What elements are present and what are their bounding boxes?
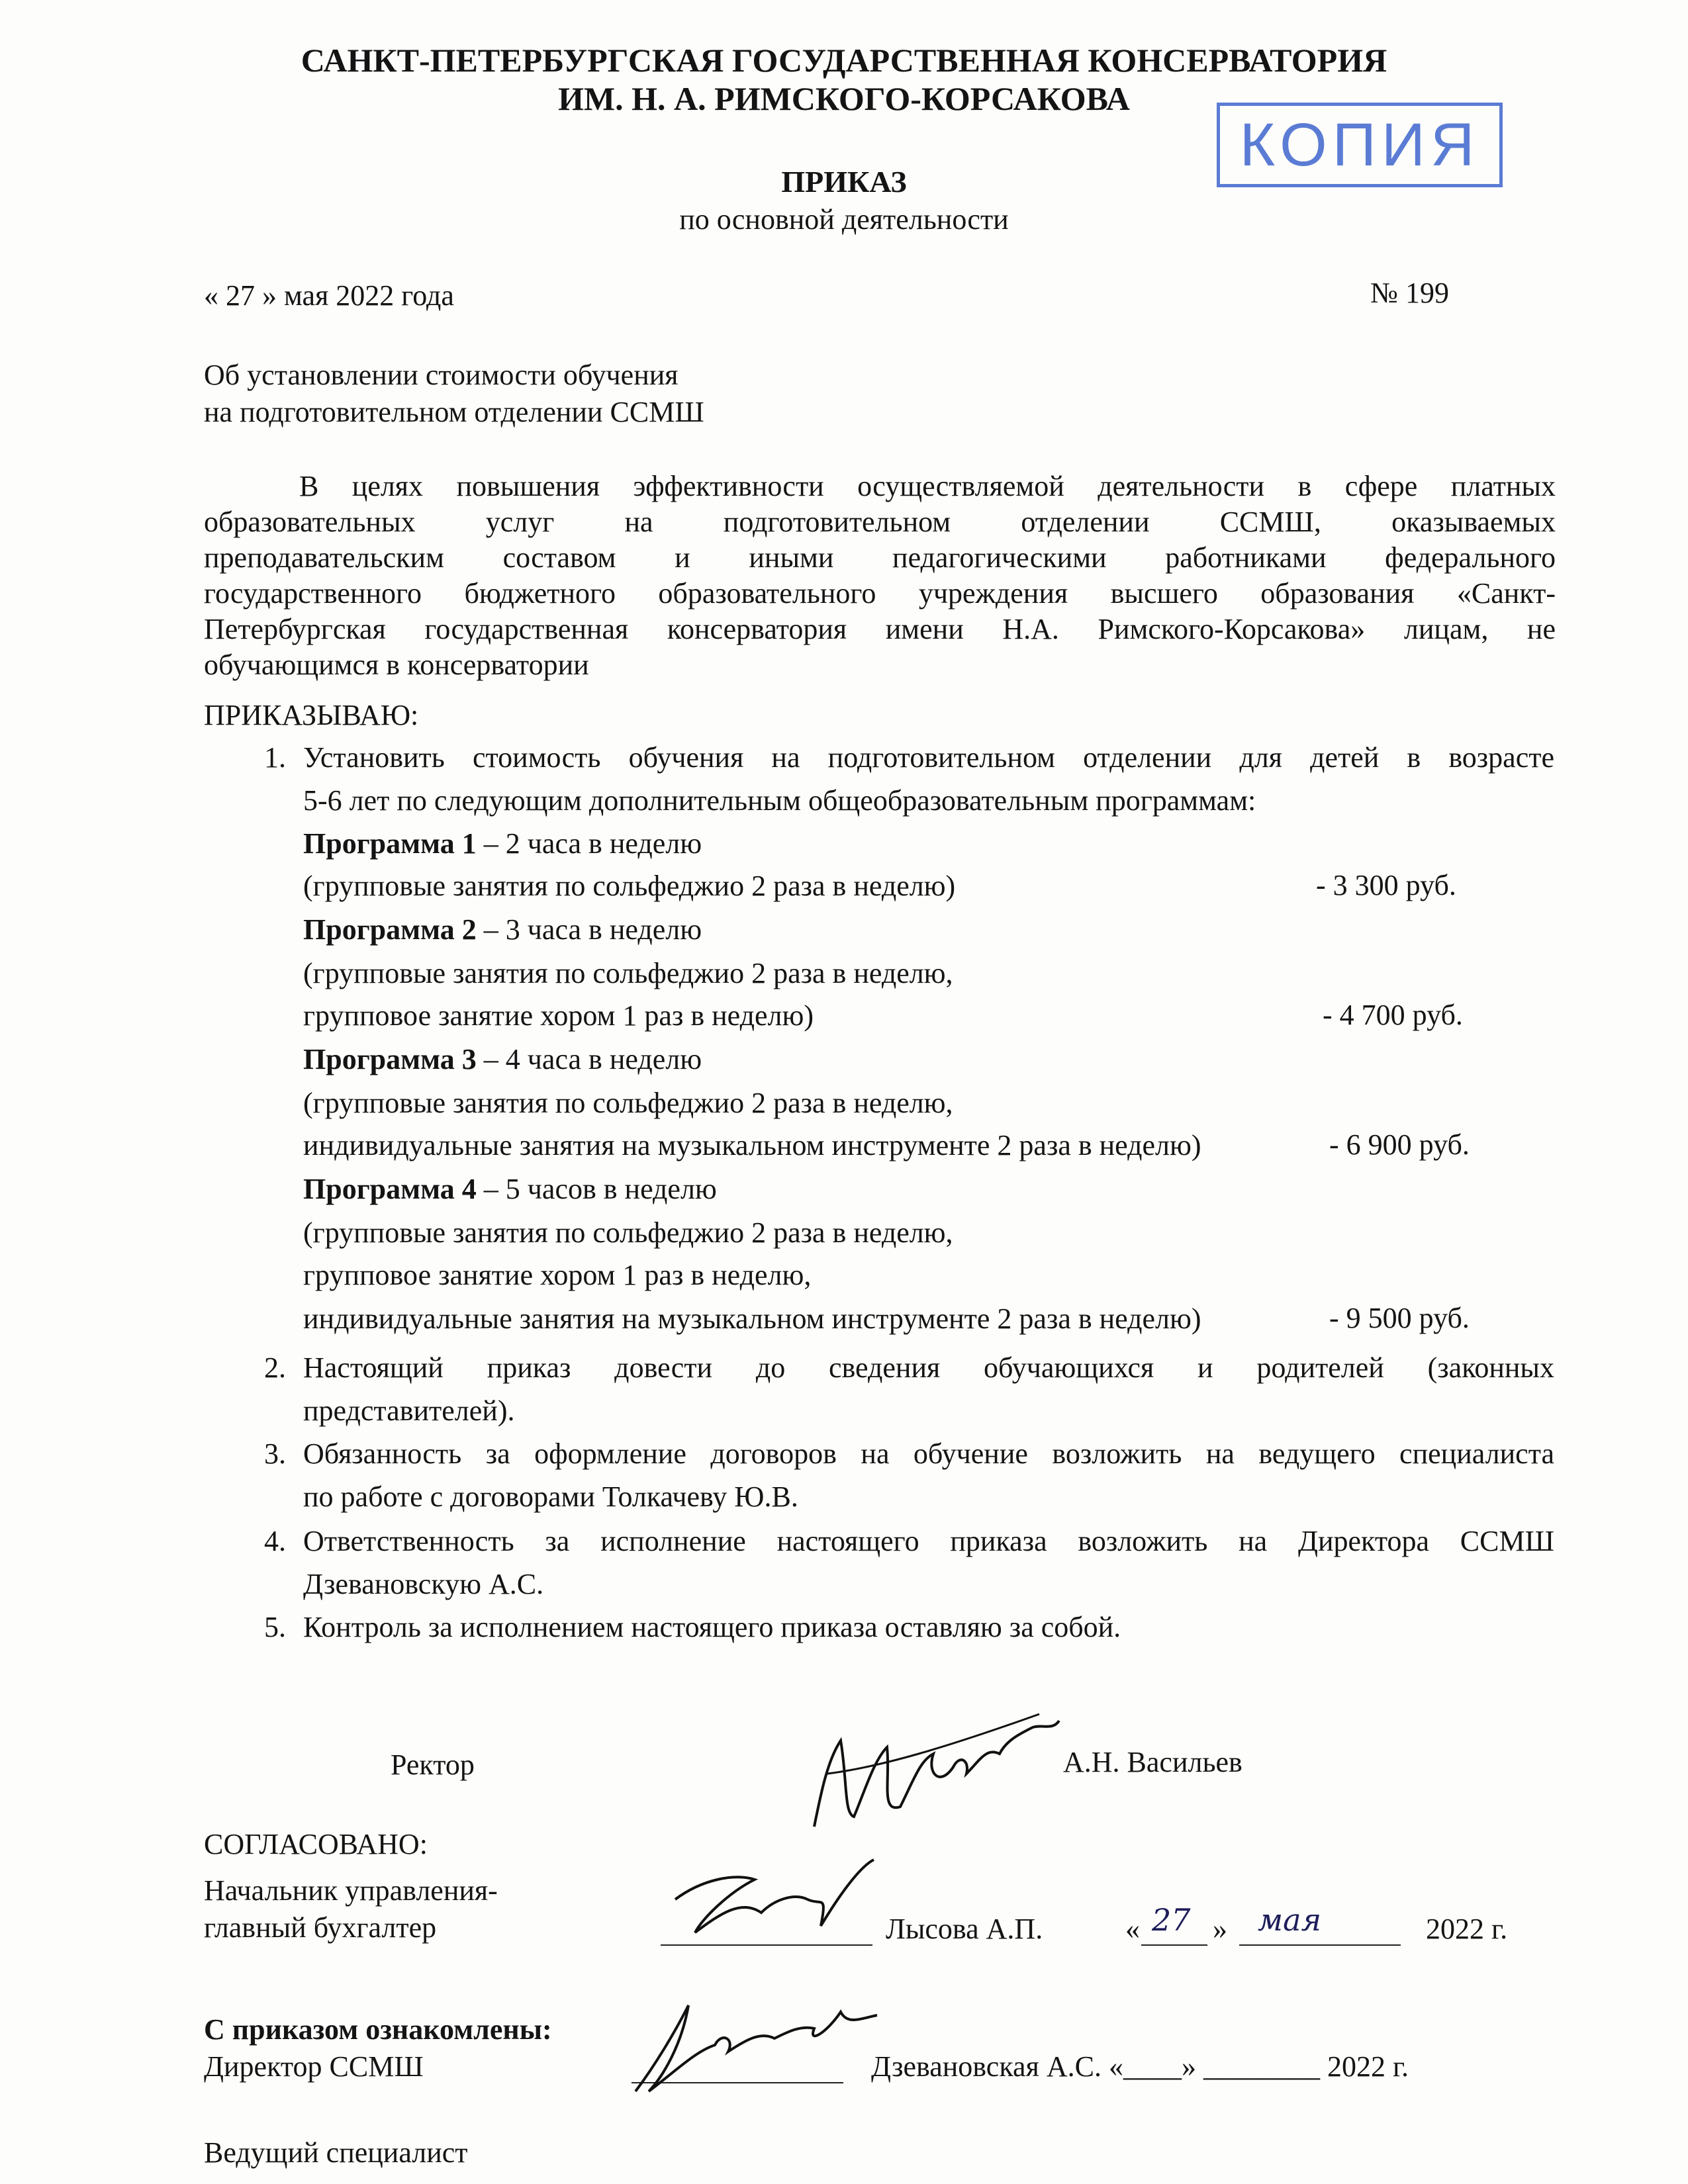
program-4-detail: индивидуальные занятия на музыкальном инструменте 2 раза в неделю) — [303, 1302, 1201, 1335]
chief-accountant-title-line1: Начальник управления- — [204, 1874, 498, 1907]
list-item-2 — [303, 1346, 1554, 1432]
preamble-line: обучающимся в консерватории — [204, 649, 589, 681]
list-item-line: Контроль за исполнением настоящего приказа оставляю за собой. — [303, 1611, 1121, 1643]
rector-signature — [801, 1701, 1066, 1840]
document-subtitle: по основной деятельности — [679, 203, 1009, 236]
chief-date-close: » — [1213, 1913, 1227, 1945]
preamble-line: государственного бюджетного образовательного учреждения высшего образования «Санкт- — [204, 577, 1556, 610]
program-3-heading — [303, 1042, 702, 1077]
organization-name-line2: ИМ. Н. А. РИМСКОГО-КОРСАКОВА — [558, 80, 1130, 117]
list-number: 5. — [264, 1611, 286, 1643]
list-item-5 — [303, 1606, 1554, 1649]
program-4-price: - 9 500 руб. — [1329, 1302, 1470, 1334]
program-2-price: - 4 700 руб. — [1323, 999, 1463, 1031]
program-3-detail: (групповые занятия по сольфеджио 2 раза в неделю, — [303, 1087, 953, 1119]
program-3-hours: – 4 часа в неделю — [476, 1043, 702, 1075]
program-4-detail: групповое занятие хором 1 раз в неделю, — [303, 1259, 812, 1291]
program-4-hours: – 5 часов в неделю — [476, 1173, 717, 1205]
signature-stroke — [635, 2005, 877, 2091]
program-2-heading — [303, 912, 702, 948]
director-signature — [616, 1992, 880, 2105]
program-2-hours: – 3 часа в неделю — [476, 913, 702, 946]
list-item-4 — [303, 1520, 1554, 1606]
subject-line1: Об установлении стоимости обучения — [204, 359, 679, 391]
lead-specialist-title: Ведущий специалист — [204, 2136, 468, 2169]
chief-accountant-name: Лысова А.П. — [886, 1913, 1043, 1945]
list-item-1 — [303, 736, 1554, 822]
order-date: « 27 » мая 2022 года — [204, 279, 454, 312]
program-1-heading — [303, 826, 702, 862]
program-1-name: Программа 1 — [303, 827, 477, 860]
chief-date-year: 2022 г. — [1426, 1913, 1508, 1945]
program-1-hours: – 2 часа в неделю — [476, 827, 702, 860]
order-word: ПРИКАЗЫВАЮ: — [204, 699, 419, 731]
rector-title: Ректор — [391, 1749, 475, 1781]
rector-name: А.Н. Васильев — [1063, 1746, 1243, 1778]
organization-name-line1: САНКТ-ПЕТЕРБУРГСКАЯ ГОСУДАРСТВЕННАЯ КОНСЕРВАТОРИЯ — [301, 42, 1387, 79]
preamble-line: преподавательским составом и иными педагогическими работниками федерального — [204, 541, 1556, 574]
agreed-label: СОГЛАСОВАНО: — [204, 1828, 428, 1860]
program-2-detail: (групповые занятия по сольфеджио 2 раза в неделю, — [303, 957, 953, 989]
director-title: Директор ССМШ — [204, 2050, 424, 2083]
chief-date-day: 27 — [1152, 1902, 1191, 1938]
preamble-paragraph — [204, 469, 1556, 683]
program-4-detail: (групповые занятия по сольфеджио 2 раза в неделю, — [303, 1216, 953, 1249]
acquainted-label: С приказом ознакомлены: — [204, 2013, 552, 2046]
list-number: 1. — [264, 741, 286, 774]
list-number: 4. — [264, 1525, 286, 1557]
chief-date-month: мая — [1258, 1902, 1322, 1938]
program-1-detail: (групповые занятия по сольфеджио 2 раза в неделю) — [303, 870, 956, 902]
program-1-price: - 3 300 руб. — [1316, 869, 1456, 901]
document-title: ПРИКАЗ — [781, 165, 907, 199]
chief-accountant-title-line2: главный бухгалтер — [204, 1911, 437, 1944]
list-item-3 — [303, 1432, 1554, 1518]
list-item-line: Настоящий приказ довести до сведения обучающихся и родителей (законных — [303, 1351, 1554, 1384]
list-number: 3. — [264, 1437, 286, 1470]
list-item-line: Дзевановскую А.С. — [303, 1568, 544, 1600]
program-3-detail: индивидуальные занятия на музыкальном инструменте 2 раза в неделю) — [303, 1129, 1201, 1161]
list-item-line: представителей). — [303, 1394, 515, 1427]
program-2-detail: групповое занятие хором 1 раз в неделю) — [303, 999, 814, 1032]
subject-line2: на подготовительном отделении ССМШ — [204, 396, 704, 428]
list-item-line: по работе с договорами Толкачеву Ю.В. — [303, 1480, 798, 1513]
program-4-name: Программа 4 — [303, 1173, 477, 1205]
program-3-name: Программа 3 — [303, 1043, 477, 1075]
list-number: 2. — [264, 1351, 286, 1384]
program-4-heading — [303, 1171, 717, 1207]
preamble-line: образовательных услуг на подготовительном отделении ССМШ, оказываемых — [204, 506, 1556, 538]
order-number: № 199 — [1370, 277, 1449, 309]
program-2-name: Программа 2 — [303, 913, 477, 946]
signature-stroke — [814, 1721, 1059, 1827]
list-item-line: Ответственность за исполнение настоящего приказа возложить на Директора ССМШ — [303, 1525, 1554, 1557]
chief-accountant-signature — [662, 1853, 887, 1946]
preamble-line: Петербургская государственная консерватория имени Н.А. Римского-Корсакова» лицам, не — [204, 613, 1556, 645]
director-name-and-date: Дзевановская А.С. «____» ________ 2022 г. — [871, 2050, 1409, 2083]
program-3-price: - 6 900 руб. — [1329, 1128, 1470, 1161]
copy-stamp: КОПИЯ — [1217, 103, 1503, 187]
list-item-line: Обязанность за оформление договоров на обучение возложить на ведущего специалиста — [303, 1437, 1554, 1470]
list-item-line: 5-6 лет по следующим дополнительным общеобразовательным программам: — [303, 784, 1256, 817]
list-item-line: Установить стоимость обучения на подготовительном отделении для детей в возрасте — [303, 741, 1554, 774]
chief-date-open: « — [1125, 1913, 1140, 1945]
signature-stroke — [675, 1860, 874, 1933]
preamble-line: В целях повышения эффективности осуществляемой деятельности в сфере платных — [299, 470, 1556, 502]
